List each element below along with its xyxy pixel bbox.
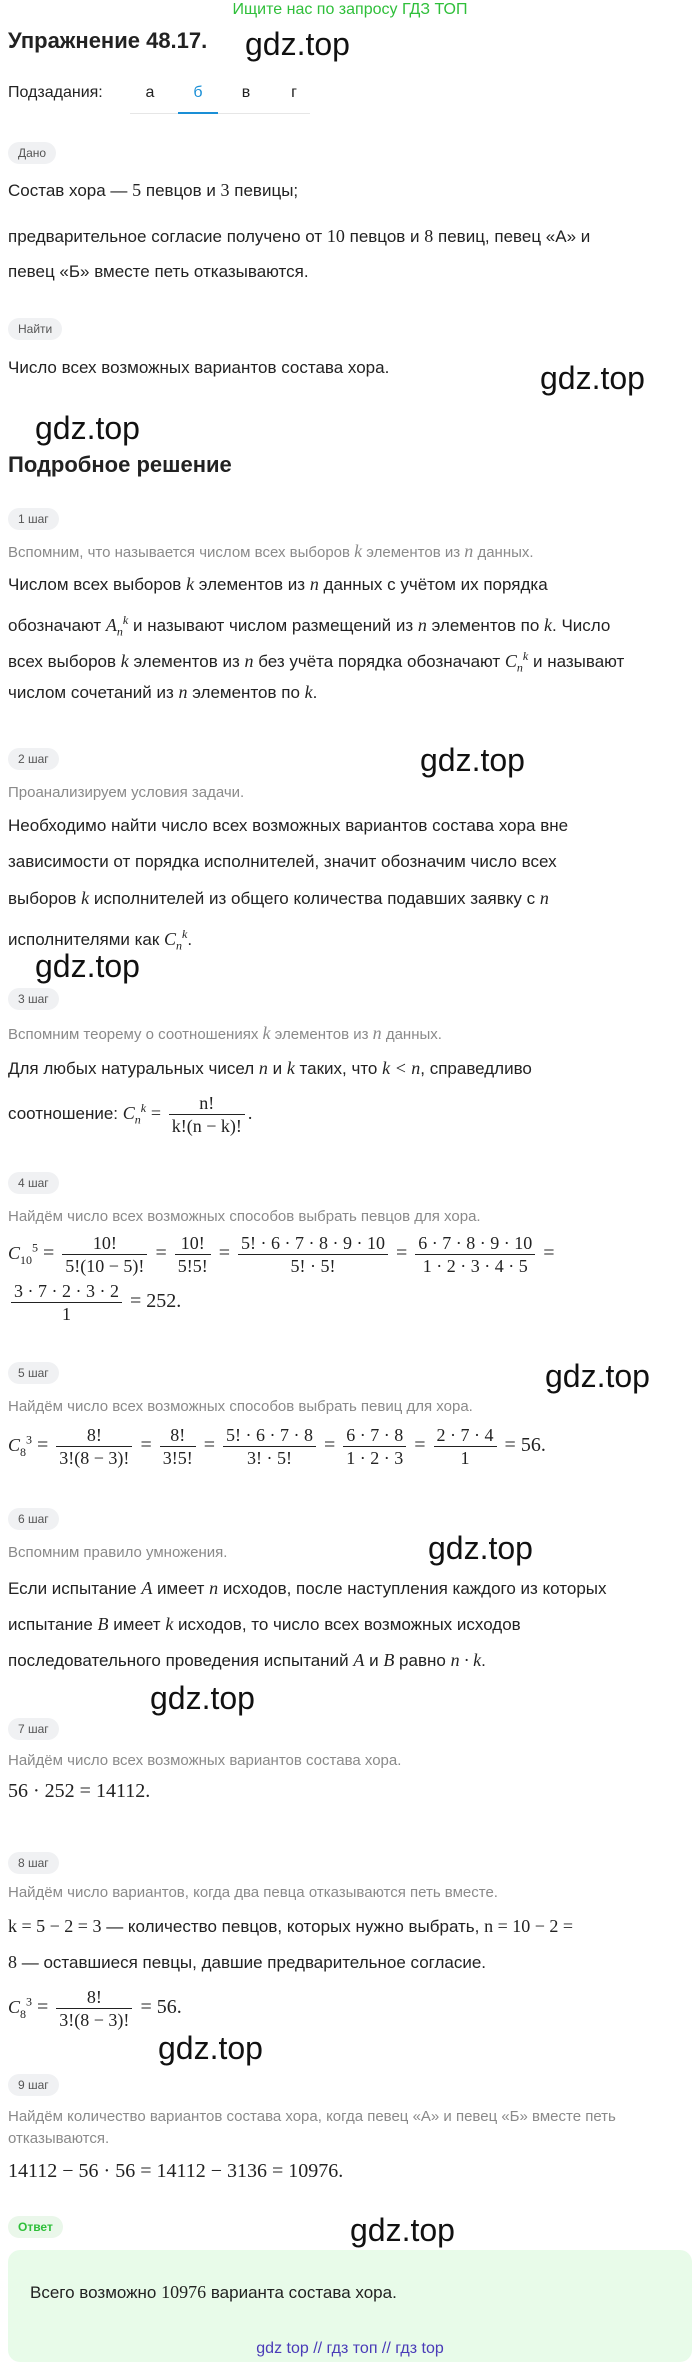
given-line-3: певец «Б» вместе петь отказываются.: [8, 262, 309, 281]
watermark: gdz.top: [158, 2030, 263, 2066]
step-5-pill: 5 шаг: [8, 1362, 59, 1384]
step-6-line-1: Если испытание A имеет n исходов, после наступления каждого из которых: [8, 1578, 607, 1598]
step-4-equation-cont: $\frac{3 \cdot 7 \cdot 2 \cdot 3 \cdot 2}{1}$ = 252.: [8, 1280, 698, 1325]
watermark: gdz.top: [540, 360, 645, 396]
step-9-equation: 14112 − 56 · 56 = 14112 − 3136 = 10976.: [8, 2160, 344, 2182]
step-6-line-2: испытание B имеет k исходов, то число всех возможных исходов: [8, 1614, 521, 1634]
given-line-1: Состав хора — 5 певцов и 3 певицы;: [8, 180, 299, 200]
page-title: Упражнение 48.17.: [8, 28, 208, 53]
watermark: gdz.top: [35, 410, 140, 446]
step-9-pill: 9 шаг: [8, 2074, 59, 2096]
step-5-hint: Найдём число всех возможных способов выбрать певиц для хора.: [8, 1398, 473, 1415]
tab-a[interactable]: а: [145, 84, 155, 101]
step-4-pill: 4 шаг: [8, 1172, 59, 1194]
step-1-line-3: всех выборов k элементов из n без учёта порядка обозначают $C_n^k$ и называют: [8, 649, 625, 675]
watermark: gdz.top: [545, 1358, 650, 1394]
step-6-line-3: последовательного проведения испытаний A и B равно n · k.: [8, 1650, 486, 1670]
find-text: Число всех возможных вариантов состава хора.: [8, 358, 390, 377]
step-7-hint: Найдём число всех возможных вариантов состава хора.: [8, 1752, 402, 1769]
step-7-equation: 56 · 252 = 14112.: [8, 1780, 151, 1802]
answer-pill: Ответ: [8, 2216, 63, 2238]
watermark: gdz.top: [428, 1530, 533, 1566]
step-8-equation: $C_8^3$ = $\frac{8!}{3!(8 - 3)!}$ = 56.: [8, 1987, 182, 2030]
tab-b[interactable]: б: [178, 84, 218, 114]
step-4-hint: Найдём число всех возможных способов выбрать певцов для хора.: [8, 1208, 481, 1225]
step-3-line-2: соотношение: $C_n^k$ = $\frac{n!}{k!(n - k)!}$ .: [8, 1093, 253, 1137]
step-8-line-2: 8 — оставшиеся певцы, давшие предварительное согласие.: [8, 1952, 487, 1972]
step-2-line-4: исполнителями как $C_n^k$.: [8, 927, 193, 953]
step-2-line-1: Необходимо найти число всех возможных вариантов состава хора вне: [8, 816, 569, 835]
step-3-pill: 3 шаг: [8, 988, 59, 1010]
given-line-2: предварительное согласие получено от 10 певцов и 8 певиц, певец «А» и: [8, 226, 591, 246]
answer-text: Всего возможно 10976 варианта состава хора.: [30, 2282, 397, 2302]
step-8-hint: Найдём число вариантов, когда два певца отказываются петь вместе.: [8, 1884, 498, 1901]
watermark: gdz.top: [245, 26, 350, 62]
step-1-pill: 1 шаг: [8, 508, 59, 530]
find-pill: Найти: [8, 318, 62, 340]
step-2-line-3: выборов k исполнителей из общего количества подавших заявку с n: [8, 888, 549, 908]
footer-links[interactable]: gdz top // гдз топ // гдз top: [256, 2340, 444, 2357]
step-2-line-2: зависимости от порядка исполнителей, значит обозначим число всех: [8, 852, 557, 871]
step-2-pill: 2 шаг: [8, 748, 59, 770]
step-4-equation: $C_{10}^5$ = $\frac{10!}{5!(10 - 5)!}$ = $\frac{10!}{5!5!}$ = $\frac{5! \cdot 6 \cdot 7 \cdot 8 \cdot 9 \cdot 10}{5! \cdot 5!}$ = $\frac{6 \cdot 7 \cdot 8 \cdot 9 \cdot 10}{1 \cdot 2 \cdot 3 \cdot 4 \cdot 5}$ =: [8, 1233, 555, 1276]
step-2-hint: Проанализируем условия задачи.: [8, 784, 245, 801]
watermark: gdz.top: [35, 948, 140, 984]
step-3-line-1: Для любых натуральных чисел n и k таких, что k < n, справедливо: [8, 1058, 532, 1078]
tabs-divider: [130, 113, 310, 114]
top-banner[interactable]: Ищите нас по запросу ГДЗ ТОП: [232, 1, 468, 18]
step-9-hint-2: отказываются.: [8, 2130, 110, 2147]
step-8-line-1: k = 5 − 2 = 3 — количество певцов, которых нужно выбрать, n = 10 − 2 =: [8, 1916, 574, 1936]
step-7-pill: 7 шаг: [8, 1718, 59, 1740]
step-6-hint: Вспомним правило умножения.: [8, 1544, 228, 1561]
given-pill: Дано: [8, 142, 56, 164]
subtasks-label: Подзадания:: [8, 84, 103, 101]
watermark: gdz.top: [150, 1680, 255, 1716]
solution-title: Подробное решение: [8, 452, 232, 477]
watermark: gdz.top: [420, 742, 525, 778]
step-5-equation: $C_8^3$ = $\frac{8!}{3!(8 - 3)!}$ = $\frac{8!}{3!5!}$ = $\frac{5! \cdot 6 \cdot 7 \cdot 8}{3! \cdot 5!}$ = $\frac{6 \cdot 7 \cdot 8}{1 \cdot 2 \cdot 3}$ = $\frac{2 \cdot 7 \cdot 4}{1}$ = 56.: [8, 1425, 546, 1468]
tab-v[interactable]: в: [241, 84, 251, 101]
step-3-hint: Вспомним теорему о соотношениях k элементов из n данных.: [8, 1023, 442, 1043]
step-1-hint: Вспомним, что называется числом всех выборов k элементов из n данных.: [8, 541, 534, 561]
step-1-line-4: числом сочетаний из n элементов по k.: [8, 682, 318, 702]
step-6-pill: 6 шаг: [8, 1508, 59, 1530]
watermark: gdz.top: [350, 2212, 455, 2248]
step-1-line-2: обозначают $A_n^k$ и называют числом размещений из n элементов по k. Число: [8, 613, 611, 639]
step-8-pill: 8 шаг: [8, 1852, 59, 1874]
tab-g[interactable]: г: [291, 84, 297, 101]
step-9-hint-1: Найдём количество вариантов состава хора, когда певец «А» и певец «Б» вместе петь: [8, 2108, 616, 2125]
step-1-line-1: Числом всех выборов k элементов из n данных с учётом их порядка: [8, 574, 548, 594]
